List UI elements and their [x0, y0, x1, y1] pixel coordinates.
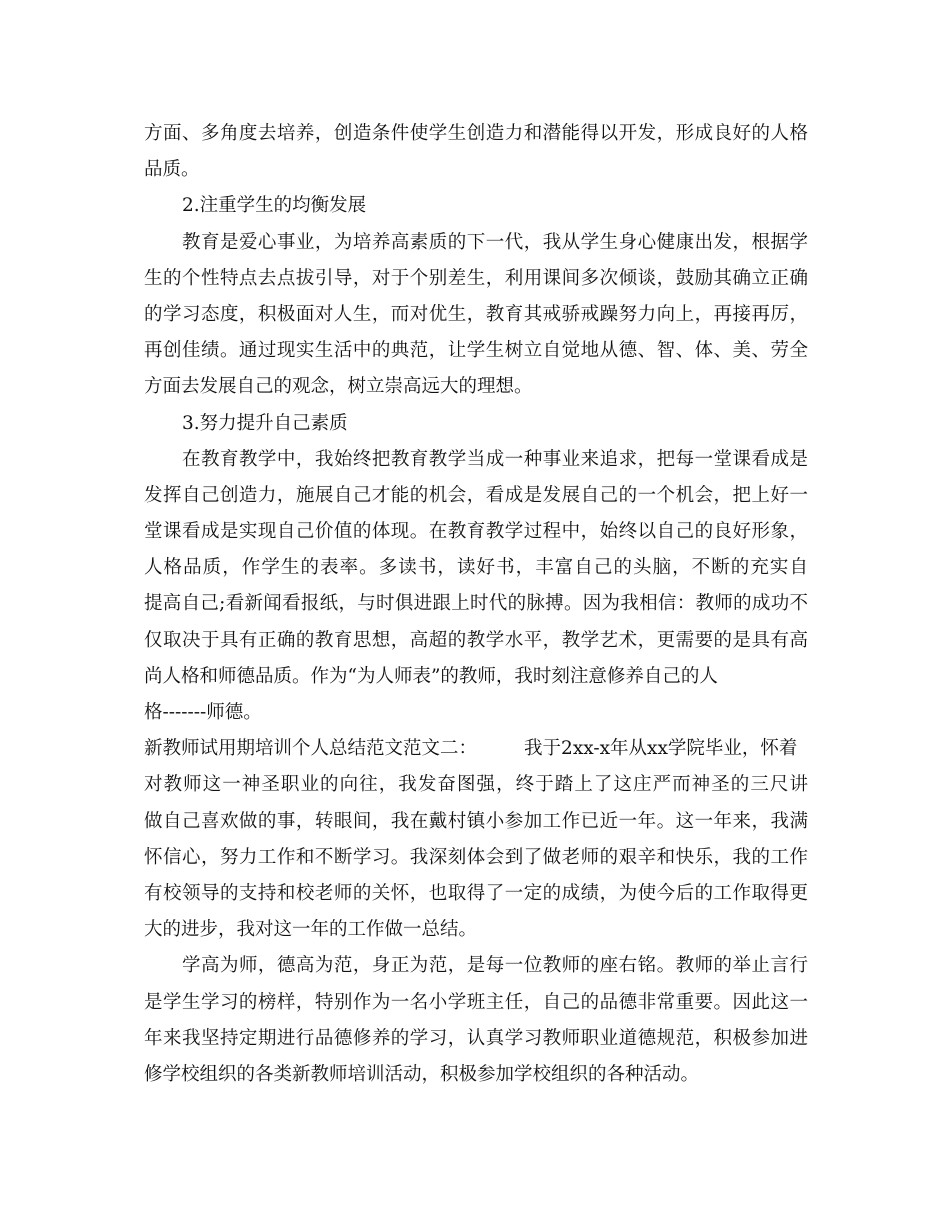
text-line: 方面、多角度去培养，创造条件使学生创造力和潜能得以开发，形成良好的人格: [144, 123, 808, 144]
text-line: 新教师试用期培训个人总结范文范文二： 我于2xx-x年从xx学院毕业，怀着: [144, 738, 798, 760]
text-line: 是学生学习的榜样，特别作为一名小学班主任，自己的品德非常重要。因此这一: [144, 991, 808, 1013]
text-line: 有校领导的支持和校老师的关怀，也取得了一定的成绩，为使今后的工作取得更: [144, 882, 808, 904]
section-heading: 2.注重学生的均衡发展: [182, 195, 367, 217]
text-line: 方面去发展自己的观念，树立崇高远大的理想。: [144, 376, 533, 398]
text-line: 学高为师，德高为范，身正为范，是每一位教师的座右铭。教师的举止言行: [182, 955, 808, 977]
text-line: 品质。: [144, 159, 200, 181]
document-body: [144, 116, 808, 1093]
text-line: 对教师这一神圣职业的向往，我发奋图强，终于踏上了这庄严而神圣的三尺讲: [144, 774, 808, 796]
text-line: 格-------师德。: [144, 702, 262, 723]
text-line: 做自己喜欢做的事，转眼间，我在戴村镇小参加工作已近一年。这一年来，我满: [144, 810, 808, 832]
text-line: 教育是爱心事业，为培养高素质的下一代，我从学生身心健康出发，根据学: [182, 231, 808, 253]
section-heading: 3.努力提升自己素质: [182, 412, 348, 434]
text-line: 人格品质，作学生的表率。多读书，读好书，丰富自己的头脑，不断的充实自: [144, 557, 808, 579]
text-line: 尚人格和师德品质。作为“为人师表”的教师，我时刻注意修养自己的人: [144, 665, 718, 687]
text-line: 年来我坚持定期进行品德修养的学习，认真学习教师职业道德规范，积极参加进: [144, 1027, 808, 1049]
text-line: 发挥自己创造力，施展自己才能的机会，看成是发展自己的一个机会，把上好一: [144, 484, 808, 506]
text-line: 仅取决于具有正确的教育思想，高超的教学水平，教学艺术，更需要的是具有高: [144, 629, 808, 651]
text-line: 堂课看成是实现自己价值的体现。在教育教学过程中，始终以自己的良好形象，: [144, 521, 808, 543]
text-line: 生的个性特点去点拔引导，对于个别差生，利用课间多次倾谈，鼓励其确立正确: [144, 267, 808, 289]
text-line: 怀信心，努力工作和不断学习。我深刻体会到了做老师的艰辛和快乐，我的工作: [144, 846, 808, 868]
text-line: 大的进步，我对这一年的工作做一总结。: [144, 919, 478, 941]
text-line: 提高自己;看新闻看报纸，与时俱进跟上时代的脉搏。因为我相信：教师的成功不: [144, 593, 808, 615]
text-line: 修学校组织的各类新教师培训活动，积极参加学校组织的各种活动。: [144, 1063, 700, 1085]
text-line: 在教育教学中，我始终把教育教学当成一种事业来追求，把每一堂课看成是: [182, 448, 808, 470]
text-line: 再创佳绩。通过现实生活中的典范，让学生树立自觉地从德、智、体、美、劳全: [144, 340, 808, 362]
text-line: 的学习态度，积极面对人生，而对优生，教育其戒骄戒躁努力向上，再接再厉，: [144, 303, 808, 325]
